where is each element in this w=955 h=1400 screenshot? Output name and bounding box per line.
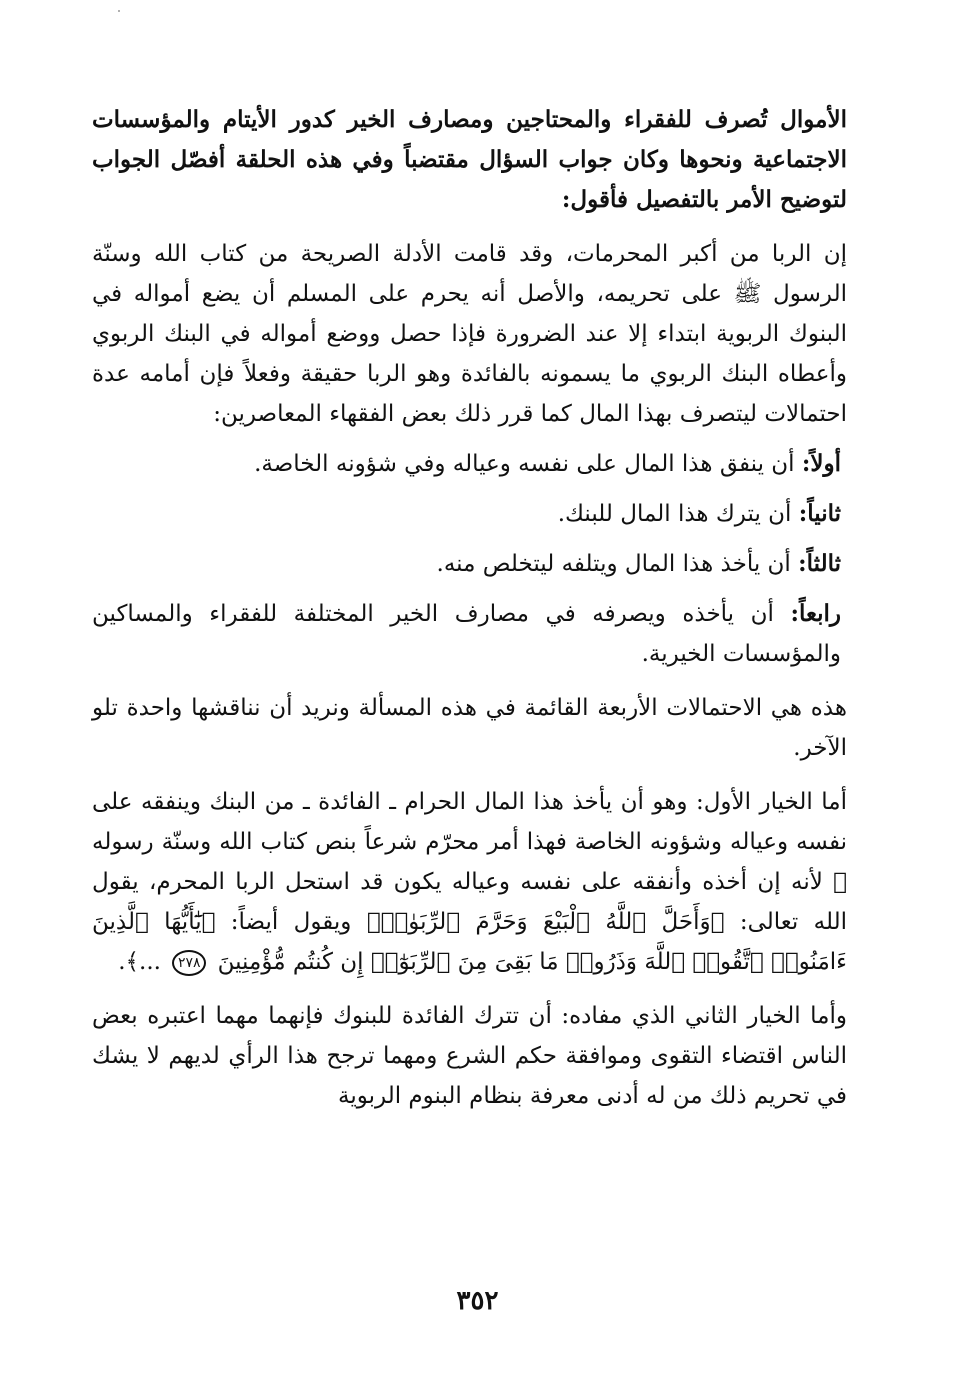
first-option-connector: ويقول أيضاً: bbox=[230, 909, 352, 935]
scan-speck bbox=[118, 10, 120, 12]
quran-verse-2-end: ...﴾. bbox=[118, 949, 161, 975]
option-third-label: ثالثاً: bbox=[798, 550, 841, 577]
option-first-text: أن ينفق هذا المال على نفسه وعياله وفي شؤونه الخاصة. bbox=[254, 451, 795, 477]
quran-verse-2: ﴿يَٰٓأَيُّهَا ٱلَّذِينَ ءَامَنُوا۟ ٱتَّقُوا۟ ٱللَّهَ وَذَرُوا۟ مَا بَقِىَ مِنَ ٱلرِّبَوٰٓا۟ إِن كُنتُم مُّؤْمِنِينَ bbox=[92, 909, 847, 975]
paragraph-first-option-discussion bbox=[92, 782, 847, 982]
option-fourth bbox=[92, 594, 847, 674]
option-first bbox=[92, 444, 847, 484]
option-third-text: أن يأخذ هذا المال ويتلفه ليتخلص منه. bbox=[436, 551, 791, 577]
intro-paragraph: الأموال تُصرف للفقراء والمحتاجين ومصارف الخير كدور الأيتام والمؤسسات الاجتماعية ونحوها وكان جواب السؤال مقتضباً وفي هذه الحلقة أفصّل الجواب لتوضيح الأمر بالتفصيل فأقول: bbox=[92, 106, 847, 213]
paragraph-riba-prohibition: إن الربا من أكبر المحرمات، وقد قامت الأدلة الصريحة من كتاب الله وسنّة الرسول ﷺ على تحريمه، والأصل أنه يحرم على المسلم أن يضع أمواله في البنوك الربوية ابتداء إلا عند الضرورة فإذا حصل ووضع أمواله في البنك الربوي وأعطاه البنك الربوي ما يسمونه بالفائدة وهو الربا حقيقة وفعلاً فإن أمامه عدة احتمالات ليتصرف بهذا المال كما قرر ذلك بعض الفقهاء المعاصرين: bbox=[92, 241, 847, 427]
option-first-label: أولاً: bbox=[801, 450, 841, 477]
paragraph-four-options-summary: هذه هي الاحتمالات الأربعة القائمة في هذه المسألة ونريد أن نناقشها واحدة تلو الآخر. bbox=[92, 695, 847, 761]
first-option-text: أما الخيار الأول: وهو أن يأخذ هذا المال الحرام ـ الفائدة ـ من البنك وينفقه على نفسه وعياله وشؤونه الخاصة فهذا أمر محرّم شرعاً بنص كتاب الله وسنّة رسوله ﷺ لأنه إن أخذه وأنفقه على نفسه وعياله يكون قد استحل الربا المحرم، يقول الله تعالى: bbox=[92, 789, 847, 935]
option-second-label: ثانياً: bbox=[798, 500, 841, 527]
option-fourth-label: رابعاً: bbox=[790, 600, 842, 627]
option-third bbox=[92, 544, 847, 584]
option-second bbox=[92, 494, 847, 534]
ayah-number-badge: ٢٧٨ bbox=[172, 950, 206, 976]
option-fourth-text: أن يأخذه ويصرفه في مصارف الخير المختلفة للفقراء والمساكين والمؤسسات الخيرية. bbox=[92, 601, 841, 667]
page-number: ٣٥٢ bbox=[456, 1286, 499, 1316]
quran-verse-1: ﴿وَأَحَلَّ ٱللَّهُ ٱلْبَيْعَ وَحَرَّمَ ٱلرِّبَوٰا۟﴾ bbox=[366, 909, 725, 935]
option-second-text: أن يترك هذا المال للبنك. bbox=[557, 501, 792, 527]
paragraph-second-option-discussion: وأما الخيار الثاني الذي مفاده: أن تترك الفائدة للبنوك فإنهما مهما اعتبره بعض الناس اقتضاء التقوى وموافقة حكم الشرع ومهما ترجح هذا الرأي لديهم لا يشك في تحريم ذلك من له أدنى معرفة بنظام البنوم الربوية bbox=[92, 1003, 847, 1109]
